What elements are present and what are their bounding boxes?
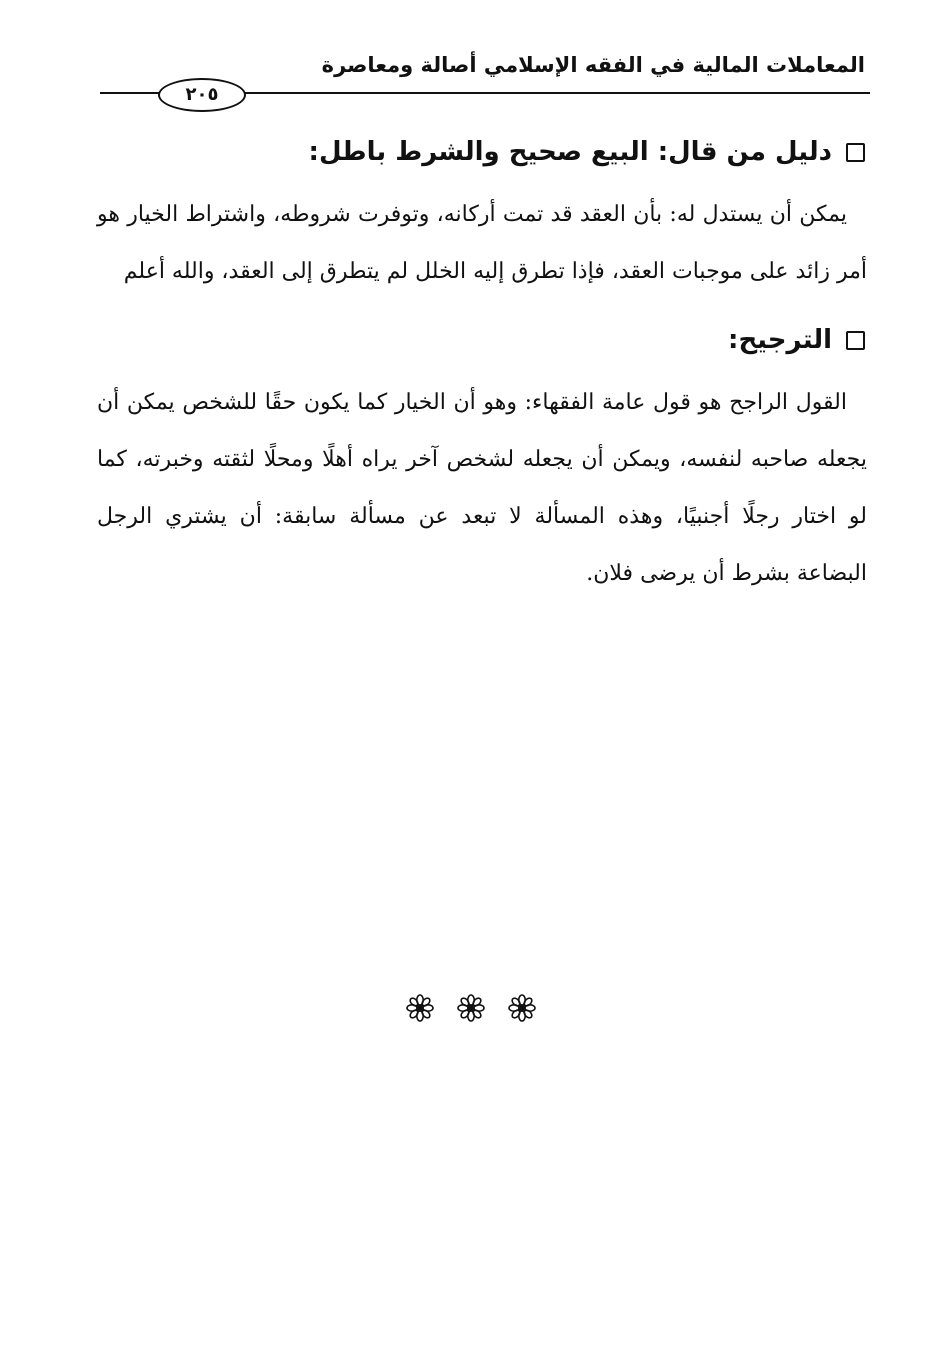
section-evidence bbox=[97, 130, 867, 300]
end-ornament bbox=[406, 990, 536, 1026]
page-content bbox=[97, 130, 867, 602]
flower-icon bbox=[406, 994, 434, 1022]
running-title: المعاملات المالية في الفقه الإسلامي أصالة ومعاصرة bbox=[321, 53, 865, 77]
square-bullet-icon bbox=[846, 331, 865, 350]
page-number: ٢٠٥ bbox=[158, 78, 246, 112]
square-bullet-icon bbox=[846, 143, 865, 162]
flower-icon bbox=[508, 994, 536, 1022]
flower-icon bbox=[457, 994, 485, 1022]
section-heading-text: دليل من قال: البيع صحيح والشرط باطل: bbox=[308, 137, 832, 167]
paragraph: يمكن أن يستدل له: بأن العقد قد تمت أركانه، وتوفرت شروطه، واشتراط الخيار هو أمر زائد على موجبات العقد، فإذا تطرق إليه الخلل لم يتطرق إلى العقد، والله أعلم bbox=[97, 202, 867, 284]
section-preference bbox=[97, 318, 867, 602]
section-heading bbox=[97, 130, 867, 174]
paragraph: القول الراجح هو قول عامة الفقهاء: وهو أن الخيار كما يكون حقًا للشخص يمكن أن يجعله صاحبه لنفسه، ويمكن أن يجعله لشخص آخر يراه أهلًا ومحلًا لثقته وخبرته، كما لو اختار رجلًا أجنبيًا، وهذه المسألة لا تبعد عن مسألة سابقة: أن يشتري الرجل البضاعة بشرط أن يرضى فلان. bbox=[97, 390, 867, 586]
section-heading bbox=[97, 318, 867, 362]
section-heading-text: الترجيح: bbox=[728, 325, 832, 355]
